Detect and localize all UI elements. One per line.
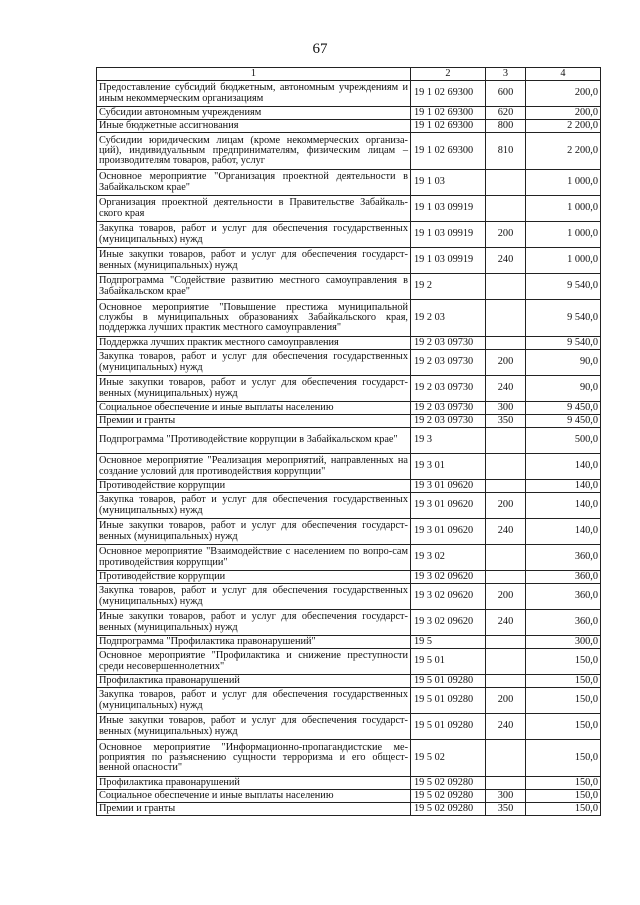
vr-cell: 200 bbox=[486, 584, 526, 610]
code-cell: 19 1 03 09919 bbox=[411, 222, 486, 248]
code-cell: 19 2 03 09730 bbox=[411, 402, 486, 415]
name-cell: Профилактика правонарушений bbox=[97, 777, 411, 790]
amount-cell: 140,0 bbox=[526, 519, 601, 545]
amount-cell: 150,0 bbox=[526, 790, 601, 803]
name-cell: Подпрограмма "Противодействие коррупции в Забайкальском крае" bbox=[97, 428, 411, 454]
code-cell: 19 5 01 09280 bbox=[411, 675, 486, 688]
table-row bbox=[97, 376, 601, 402]
code-cell: 19 2 03 09730 bbox=[411, 337, 486, 350]
header-row bbox=[97, 68, 601, 81]
table-row bbox=[97, 519, 601, 545]
name-cell: Иные закупки товаров, работ и услуг для обеспечения государст-венных (муниципальных) нужд bbox=[97, 248, 411, 274]
table-row bbox=[97, 636, 601, 649]
code-cell: 19 2 03 09730 bbox=[411, 350, 486, 376]
vr-cell: 200 bbox=[486, 222, 526, 248]
code-cell: 19 2 bbox=[411, 274, 486, 300]
vr-cell bbox=[486, 571, 526, 584]
vr-cell bbox=[486, 777, 526, 790]
vr-cell bbox=[486, 675, 526, 688]
table-row bbox=[97, 402, 601, 415]
page-number: 67 bbox=[312, 41, 328, 57]
vr-cell bbox=[486, 740, 526, 777]
amount-cell: 150,0 bbox=[526, 675, 601, 688]
name-cell: Организация проектной деятельности в Правительстве Забайкаль-ского края bbox=[97, 196, 411, 222]
code-cell: 19 1 02 69300 bbox=[411, 133, 486, 170]
vr-cell: 200 bbox=[486, 350, 526, 376]
amount-cell: 150,0 bbox=[526, 649, 601, 675]
code-cell: 19 1 02 69300 bbox=[411, 120, 486, 133]
table-row bbox=[97, 274, 601, 300]
amount-cell: 1 000,0 bbox=[526, 170, 601, 196]
table-body bbox=[97, 81, 601, 816]
vr-cell: 240 bbox=[486, 248, 526, 274]
vr-cell: 240 bbox=[486, 376, 526, 402]
code-cell: 19 5 01 09280 bbox=[411, 688, 486, 714]
vr-cell: 240 bbox=[486, 519, 526, 545]
name-cell: Основное мероприятие "Повышение престижа муниципальной службы в муниципальных образованиях Забайкальского края, поддержка лучших практик местного самоуправления" bbox=[97, 300, 411, 337]
amount-cell: 200,0 bbox=[526, 107, 601, 120]
vr-cell: 200 bbox=[486, 688, 526, 714]
name-cell: Иные закупки товаров, работ и услуг для обеспечения государст-венных (муниципальных) нужд bbox=[97, 610, 411, 636]
code-cell: 19 3 01 09620 bbox=[411, 480, 486, 493]
vr-cell bbox=[486, 196, 526, 222]
name-cell: Премии и гранты bbox=[97, 415, 411, 428]
amount-cell: 200,0 bbox=[526, 81, 601, 107]
vr-cell bbox=[486, 170, 526, 196]
vr-cell: 300 bbox=[486, 402, 526, 415]
table-row bbox=[97, 480, 601, 493]
vr-cell bbox=[486, 454, 526, 480]
table-row bbox=[97, 222, 601, 248]
vr-cell: 200 bbox=[486, 493, 526, 519]
vr-cell: 300 bbox=[486, 790, 526, 803]
vr-cell: 240 bbox=[486, 610, 526, 636]
table-row bbox=[97, 493, 601, 519]
code-cell: 19 5 02 09280 bbox=[411, 803, 486, 816]
name-cell: Социальное обеспечение и иные выплаты населению bbox=[97, 402, 411, 415]
table-row bbox=[97, 610, 601, 636]
table-row bbox=[97, 790, 601, 803]
name-cell: Профилактика правонарушений bbox=[97, 675, 411, 688]
table-row bbox=[97, 428, 601, 454]
name-cell: Подпрограмма "Содействие развитию местного самоуправления в Забайкальском крае" bbox=[97, 274, 411, 300]
table-row bbox=[97, 777, 601, 790]
table-header bbox=[97, 68, 601, 81]
name-cell: Закупка товаров, работ и услуг для обеспечения государственных (муниципальных) нужд bbox=[97, 222, 411, 248]
amount-cell: 500,0 bbox=[526, 428, 601, 454]
header-col-4: 4 bbox=[526, 68, 601, 81]
code-cell: 19 1 02 69300 bbox=[411, 81, 486, 107]
table-row bbox=[97, 571, 601, 584]
amount-cell: 90,0 bbox=[526, 350, 601, 376]
vr-cell: 620 bbox=[486, 107, 526, 120]
amount-cell: 1 000,0 bbox=[526, 248, 601, 274]
code-cell: 19 3 01 09620 bbox=[411, 493, 486, 519]
vr-cell bbox=[486, 300, 526, 337]
code-cell: 19 5 01 09280 bbox=[411, 714, 486, 740]
code-cell: 19 2 03 09730 bbox=[411, 376, 486, 402]
name-cell: Закупка товаров, работ и услуг для обеспечения государственных (муниципальных) нужд bbox=[97, 584, 411, 610]
code-cell: 19 3 02 09620 bbox=[411, 571, 486, 584]
table-row bbox=[97, 248, 601, 274]
code-cell: 19 1 03 09919 bbox=[411, 248, 486, 274]
amount-cell: 90,0 bbox=[526, 376, 601, 402]
table-row bbox=[97, 714, 601, 740]
vr-cell bbox=[486, 545, 526, 571]
table-row bbox=[97, 675, 601, 688]
table-row bbox=[97, 120, 601, 133]
vr-cell: 240 bbox=[486, 714, 526, 740]
name-cell: Социальное обеспечение и иные выплаты населению bbox=[97, 790, 411, 803]
amount-cell: 9 540,0 bbox=[526, 337, 601, 350]
name-cell: Иные закупки товаров, работ и услуг для обеспечения государст-венных (муниципальных) нужд bbox=[97, 376, 411, 402]
vr-cell bbox=[486, 480, 526, 493]
name-cell: Основное мероприятие "Профилактика и снижение преступности среди несовершеннолетних" bbox=[97, 649, 411, 675]
name-cell: Иные закупки товаров, работ и услуг для обеспечения государст-венных (муниципальных) нужд bbox=[97, 714, 411, 740]
table-row bbox=[97, 740, 601, 777]
code-cell: 19 2 03 09730 bbox=[411, 415, 486, 428]
amount-cell: 2 200,0 bbox=[526, 120, 601, 133]
table-row bbox=[97, 350, 601, 376]
code-cell: 19 5 01 bbox=[411, 649, 486, 675]
table-row bbox=[97, 688, 601, 714]
vr-cell: 600 bbox=[486, 81, 526, 107]
table-row bbox=[97, 133, 601, 170]
amount-cell: 300,0 bbox=[526, 636, 601, 649]
code-cell: 19 3 02 bbox=[411, 545, 486, 571]
name-cell: Поддержка лучших практик местного самоуправления bbox=[97, 337, 411, 350]
amount-cell: 150,0 bbox=[526, 688, 601, 714]
vr-cell: 350 bbox=[486, 415, 526, 428]
code-cell: 19 5 bbox=[411, 636, 486, 649]
code-cell: 19 5 02 09280 bbox=[411, 777, 486, 790]
amount-cell: 150,0 bbox=[526, 714, 601, 740]
name-cell: Подпрограмма "Профилактика правонарушений" bbox=[97, 636, 411, 649]
name-cell: Основное мероприятие "Организация проектной деятельности в Забайкальском крае" bbox=[97, 170, 411, 196]
table-row bbox=[97, 415, 601, 428]
vr-cell bbox=[486, 337, 526, 350]
code-cell: 19 1 02 69300 bbox=[411, 107, 486, 120]
code-cell: 19 3 02 09620 bbox=[411, 584, 486, 610]
code-cell: 19 3 02 09620 bbox=[411, 610, 486, 636]
vr-cell bbox=[486, 428, 526, 454]
amount-cell: 1 000,0 bbox=[526, 222, 601, 248]
name-cell: Закупка товаров, работ и услуг для обеспечения государственных (муниципальных) нужд bbox=[97, 688, 411, 714]
name-cell: Субсидии автономным учреждениям bbox=[97, 107, 411, 120]
header-col-3: 3 bbox=[486, 68, 526, 81]
amount-cell: 9 540,0 bbox=[526, 300, 601, 337]
name-cell: Премии и гранты bbox=[97, 803, 411, 816]
amount-cell: 150,0 bbox=[526, 803, 601, 816]
table-row bbox=[97, 584, 601, 610]
name-cell: Субсидии юридическим лицам (кроме некоммерческих организа-ций), индивидуальным предпринимателям, физическим лицам – производителям товаров, работ, услуг bbox=[97, 133, 411, 170]
header-col-2: 2 bbox=[411, 68, 486, 81]
code-cell: 19 3 01 bbox=[411, 454, 486, 480]
name-cell: Иные бюджетные ассигнования bbox=[97, 120, 411, 133]
table-row bbox=[97, 649, 601, 675]
amount-cell: 150,0 bbox=[526, 777, 601, 790]
name-cell: Противодействие коррупции bbox=[97, 571, 411, 584]
vr-cell: 810 bbox=[486, 133, 526, 170]
code-cell: 19 2 03 bbox=[411, 300, 486, 337]
name-cell: Основное мероприятие "Взаимодействие с населением по вопро-сам противодействия коррупции" bbox=[97, 545, 411, 571]
table-row bbox=[97, 81, 601, 107]
vr-cell: 350 bbox=[486, 803, 526, 816]
name-cell: Предоставление субсидий бюджетным, автономным учреждениям и иным некоммерческим организациям bbox=[97, 81, 411, 107]
amount-cell: 360,0 bbox=[526, 545, 601, 571]
amount-cell: 9 450,0 bbox=[526, 415, 601, 428]
name-cell: Противодействие коррупции bbox=[97, 480, 411, 493]
amount-cell: 2 200,0 bbox=[526, 133, 601, 170]
amount-cell: 140,0 bbox=[526, 480, 601, 493]
code-cell: 19 5 02 09280 bbox=[411, 790, 486, 803]
code-cell: 19 3 01 09620 bbox=[411, 519, 486, 545]
name-cell: Основное мероприятие "Информационно-пропагандистские ме-роприятия по разъяснению сущности терроризма и его общест-венной опасности" bbox=[97, 740, 411, 777]
amount-cell: 360,0 bbox=[526, 571, 601, 584]
name-cell: Основное мероприятие "Реализация мероприятий, направленных на создание условий для противодействия коррупции" bbox=[97, 454, 411, 480]
vr-cell: 800 bbox=[486, 120, 526, 133]
name-cell: Закупка товаров, работ и услуг для обеспечения государственных (муниципальных) нужд bbox=[97, 350, 411, 376]
vr-cell bbox=[486, 636, 526, 649]
code-cell: 19 5 02 bbox=[411, 740, 486, 777]
table-row bbox=[97, 170, 601, 196]
budget-table bbox=[96, 67, 601, 816]
code-cell: 19 1 03 bbox=[411, 170, 486, 196]
amount-cell: 9 540,0 bbox=[526, 274, 601, 300]
amount-cell: 150,0 bbox=[526, 740, 601, 777]
vr-cell bbox=[486, 649, 526, 675]
amount-cell: 9 450,0 bbox=[526, 402, 601, 415]
table-row bbox=[97, 196, 601, 222]
amount-cell: 360,0 bbox=[526, 584, 601, 610]
name-cell: Иные закупки товаров, работ и услуг для обеспечения государст-венных (муниципальных) нужд bbox=[97, 519, 411, 545]
amount-cell: 140,0 bbox=[526, 493, 601, 519]
table-row bbox=[97, 107, 601, 120]
table-row bbox=[97, 454, 601, 480]
amount-cell: 360,0 bbox=[526, 610, 601, 636]
name-cell: Закупка товаров, работ и услуг для обеспечения государственных (муниципальных) нужд bbox=[97, 493, 411, 519]
code-cell: 19 1 03 09919 bbox=[411, 196, 486, 222]
code-cell: 19 3 bbox=[411, 428, 486, 454]
table-row bbox=[97, 803, 601, 816]
amount-cell: 1 000,0 bbox=[526, 196, 601, 222]
table-row bbox=[97, 337, 601, 350]
vr-cell bbox=[486, 274, 526, 300]
table-row bbox=[97, 545, 601, 571]
table-row bbox=[97, 300, 601, 337]
header-col-1: 1 bbox=[97, 68, 411, 81]
amount-cell: 140,0 bbox=[526, 454, 601, 480]
